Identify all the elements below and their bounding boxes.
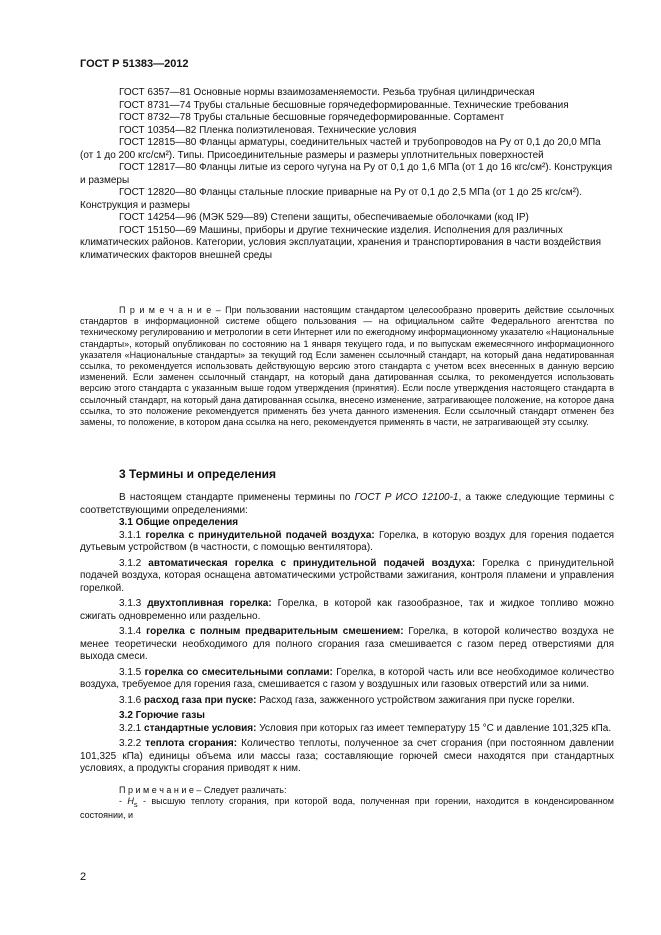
term-name: горелка с принудительной подачей воздуха: bbox=[145, 529, 375, 541]
term-text: Горелка, в которую воздух для горения подается дутьевым устройством (в частности, с помощью вентилятора). bbox=[80, 529, 615, 553]
reference-item: ГОСТ 8732—78 Трубы стальные бесшовные горячедеформированные. Сортамент bbox=[119, 112, 505, 123]
term-definition bbox=[80, 695, 614, 708]
term-number: 3.1.6 bbox=[119, 694, 142, 706]
term-name: расход газа при пуске: bbox=[144, 694, 257, 706]
term-name: стандартные условия: bbox=[144, 722, 257, 734]
term-name: теплота сгорания: bbox=[145, 738, 238, 749]
term-number: 3.1.3 bbox=[119, 598, 142, 609]
symbol-subscript: s bbox=[133, 799, 138, 809]
term-number: 3.2.2 bbox=[119, 738, 142, 749]
note-label: П р и м е ч а н и е – bbox=[119, 305, 221, 315]
term-text: Расход газа, зажженного устройством зажигания при пуске горелки. bbox=[259, 694, 575, 706]
note-text: При пользовании настоящим стандартом целесообразно проверить действие ссылочных стандартов в информационной системе общего пользования — на официальном сайте Федерального агентства по техническому регулированию и метрологии в сети Интернет или по ежегодному информационному указателю «Национальные стандарты», который опубликован по состоянию на 1 января текущего года, и по выпускам ежемесячного информационного указателя «Национальные стандарты» за текущий год Если заменен ссылочный стандарт, на который дана недатированная ссылка, то рекомендуется использовать действующую версию этого стандарта с учетом всех внесенных в данную версию изменений. Если заменен ссылочный стандарт, на который дана датированная ссылка, то рекомендуется использовать версию этого стандарта с указанным выше годом утверждения (принятия). Если после утверждения настоящего стандарта в ссылочный стандарт, на который дана датированная ссылка, внесено изменение, затрагивающее положение, на которое дана ссылка, то это положение рекомендуется применять без учета данного изменения. Если ссылочный стандарт отменен без замены, то положение, в котором дана ссылка на него, рекомендуется применять в части, не затрагивающей эту ссылку. bbox=[80, 305, 614, 428]
term-definition bbox=[80, 530, 614, 555]
subsection-title: 3.1 Общие определения bbox=[119, 517, 239, 528]
document-header: ГОСТ Р 51383—2012 bbox=[80, 58, 189, 70]
section-intro bbox=[80, 492, 614, 517]
term-text: Горелка с принудительной подачей воздуха, которая оснащена автоматическими устройствами зажигания, контроля пламени и управления горелкой. bbox=[80, 557, 615, 594]
reference-item: ГОСТ 15150—69 Машины, приборы и другие технические изделия. Исполнения для различных климатических районов. Категории, условия эксплуатации, хранения и транспортирования в части воздействия климатических факторов внешней среды bbox=[80, 224, 602, 261]
term-definition bbox=[80, 626, 614, 664]
intro-text: В настоящем стандарте применены термины по bbox=[119, 492, 351, 503]
normative-references-list bbox=[80, 87, 614, 262]
list-dash: - bbox=[119, 795, 122, 806]
note-label: П р и м е ч а н и е – Следует различать: bbox=[119, 784, 287, 795]
term-number: 3.1.5 bbox=[119, 666, 142, 678]
term-definition bbox=[80, 667, 614, 692]
term-text: Условия при которых газ имеет температуру 15 °С и давление 101,325 кПа. bbox=[259, 722, 612, 734]
term-text: Горелка, в которой часть или все необходимое количество воздуха, требуемое для горения газа, смешивается с газом у воздушных или газовых отверстий или за ними. bbox=[80, 666, 615, 690]
reference-item: ГОСТ 8731—74 Трубы стальные бесшовные горячедеформированные. Технические требования bbox=[119, 99, 569, 111]
term-definition bbox=[80, 723, 614, 736]
term-text: Горелка, в которой как газообразное, так и жидкое топливо можно сжигать одновременно или раздельно. bbox=[80, 598, 614, 622]
term-name: горелка с полным предварительным смешением: bbox=[146, 626, 404, 637]
reference-item: ГОСТ 12815—80 Фланцы арматуры, соединительных частей и трубопроводов на Ру от 0,1 до 20,0 МПа (от 1 до 200 кгс/см²). Типы. Присоединительные размеры и размеры уплотнительных поверхностей bbox=[80, 137, 601, 161]
symbol-h: H bbox=[127, 795, 134, 806]
reference-item: ГОСТ 12820—80 Фланцы стальные плоские приварные на Ру от 0,1 до 2,5 МПа (от 1 до 25 кгс/см²). Конструкция и размеры bbox=[80, 187, 583, 211]
intro-text-end: , а также следующие термины с соответствующими определениями: bbox=[80, 492, 614, 516]
reference-item: ГОСТ 14254—96 (МЭК 529—89) Степени защиты, обеспечиваемые оболочками (код IP) bbox=[119, 212, 529, 223]
reference-item: ГОСТ 12817—80 Фланцы литые из серого чугуна на Ру от 0,1 до 1,6 МПа (от 1 до 16 кгс/см²). Конструкция и размеры bbox=[80, 162, 613, 186]
section-body bbox=[80, 492, 614, 821]
page-number: 2 bbox=[80, 871, 87, 883]
references-note bbox=[80, 305, 614, 428]
term-text: Количество теплоты, полученное за счет сгорания (при постоянном давлении 101,325 кПа) единицы объема или массы газа; составляющие горючей смеси находятся при стандартных условиях, а продукты сгорания приводят к ним. bbox=[80, 738, 615, 774]
term-definition bbox=[80, 598, 614, 623]
term-definition bbox=[80, 558, 614, 596]
term-number: 3.2.1 bbox=[119, 722, 142, 734]
note-item-text: - высшую теплоту сгорания, при которой вода, полученная при горении, находится в конденсированном состоянии, и bbox=[80, 795, 614, 820]
section-terms bbox=[80, 467, 614, 821]
reference-item: ГОСТ 10354—82 Пленка полиэтиленовая. Технические условия bbox=[119, 124, 417, 136]
term-name: двухтопливная горелка: bbox=[147, 598, 272, 609]
term-number: 3.1.4 bbox=[119, 626, 142, 637]
note-item bbox=[80, 796, 614, 821]
subsection-title: 3.2 Горючие газы bbox=[119, 710, 205, 721]
reference-item: ГОСТ 6357—81 Основные нормы взаимозаменяемости. Резьба трубная цилиндрическая bbox=[119, 87, 535, 98]
term-name: горелка со смесительными соплами: bbox=[144, 666, 333, 678]
section-title: 3 Термины и определения bbox=[119, 467, 277, 481]
calorific-value-note bbox=[80, 785, 614, 821]
term-definition bbox=[80, 738, 614, 776]
term-name: автоматическая горелка с принудительной подачей воздуха: bbox=[148, 557, 476, 569]
note-paragraph bbox=[80, 305, 614, 428]
term-text: Горелка, в которой количество воздуха не менее теоретически необходимого для полного сгорания газа смешивается с газом перед отверстиями для выхода смеси. bbox=[80, 626, 615, 662]
intro-reference: ГОСТ Р ИСО 12100-1 bbox=[354, 492, 459, 503]
term-number: 3.1.1 bbox=[119, 529, 142, 541]
term-number: 3.1.2 bbox=[119, 557, 142, 569]
